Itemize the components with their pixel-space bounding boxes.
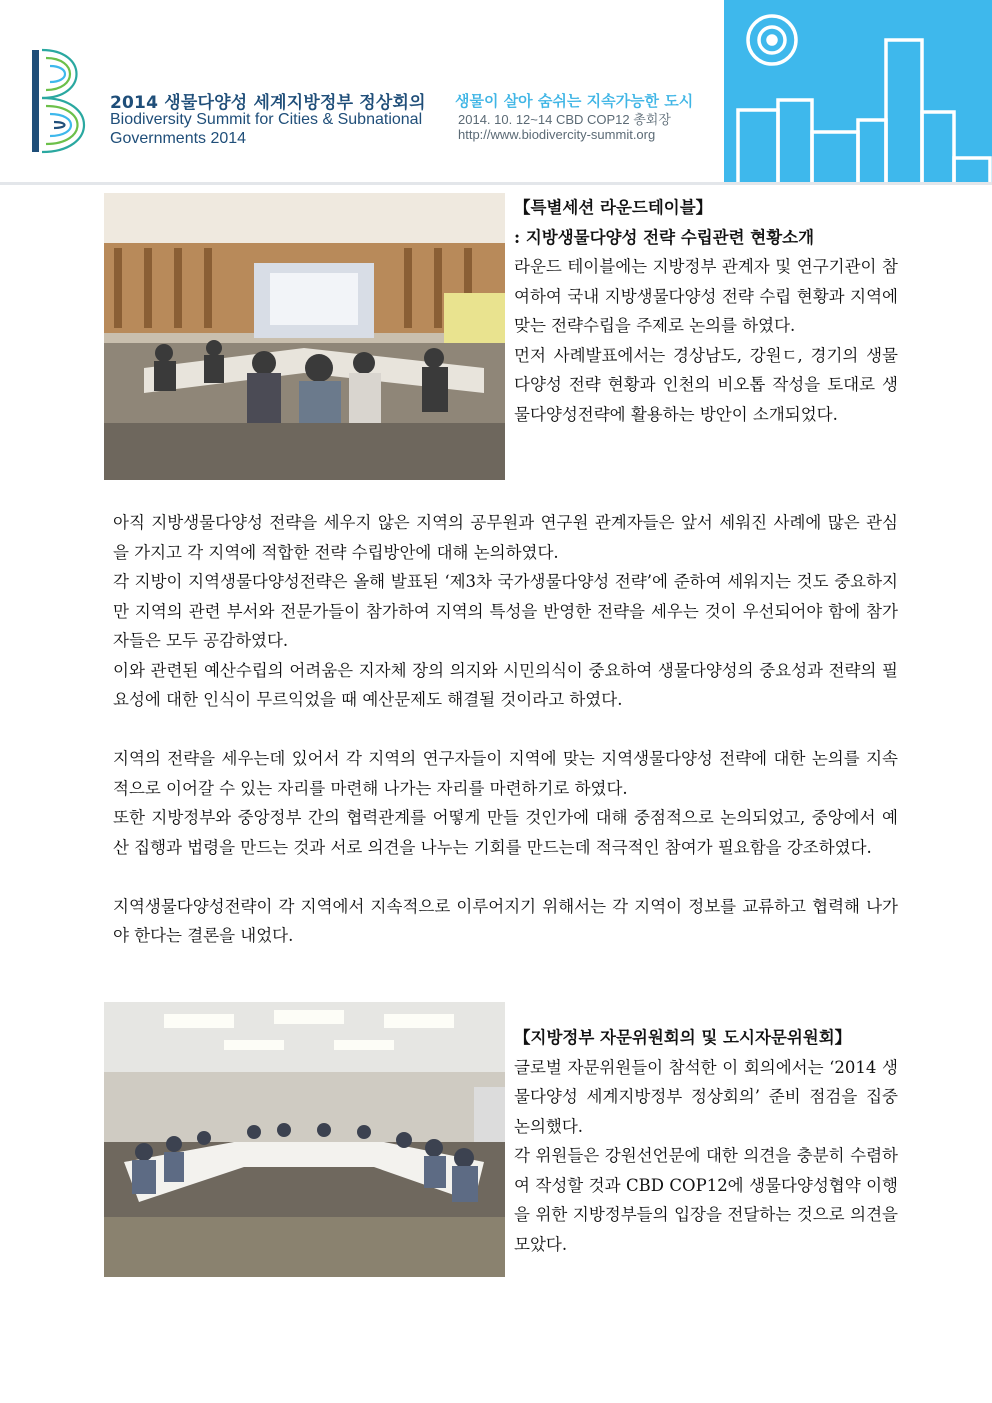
- advisory-committee-paragraph-1: 글로벌 자문위원들이 참석한 이 회의에서는 ‘2014 생물다양성 세계지방정부 정상회의’ 준비 점검을 집중 논의했다.: [514, 1057, 898, 1136]
- roundtable-section: [514, 193, 898, 429]
- page-header: [0, 0, 992, 185]
- advisory-committee-paragraph-2: 각 위원들은 강원선언문에 대한 의견을 충분히 수렴하여 작성할 것과 CBD COP12에 생물다양성협약 이행을 위한 지방정부들의 입장을 전달하는 것으로 의견을 모았다.: [514, 1146, 898, 1254]
- roundtable-photo: [104, 193, 505, 480]
- advisory-committee-section: [514, 1023, 898, 1259]
- paragraph-gap: [113, 715, 898, 745]
- roundtable-paragraph-1: 라운드 테이블에는 지방정부 관계자 및 연구기관이 참여하여 국내 지방생물다양성 전략 수립 현황과 지역에 맞는 전략수립을 주제로 논의를 하였다.: [514, 257, 898, 335]
- roundtable-subheading: : 지방생물다양성 전략 수립관련 현황소개: [514, 227, 815, 247]
- paragraph-gap: [113, 862, 898, 892]
- discussion-body: [113, 508, 898, 951]
- summit-title-korean: 2014 생물다양성 세계지방정부 정상회의: [110, 93, 426, 113]
- body-paragraph-6: 지역생물다양성전략이 각 지역에서 지속적으로 이루어지기 위해서는 각 지역이 정보를 교류하고 협력해 나가야 한다는 결론을 내었다.: [113, 896, 898, 945]
- event-date: 2014. 10. 12~14 CBD COP12 총회장: [458, 112, 671, 127]
- summit-logo-icon: [28, 42, 103, 157]
- roundtable-paragraph-2: 먼저 사례발표에서는 경상남도, 강원ㄷ, 경기의 생물다양성 전략 현황과 인천의 비오톱 작성을 토대로 생물다양성전략에 활용하는 방안이 소개되었다.: [514, 345, 898, 424]
- summit-slogan: 생물이 살아 숨쉬는 지속가능한 도시: [455, 92, 694, 110]
- body-paragraph-1: 아직 지방생물다양성 전략을 세우지 않은 지역의 공무원과 연구원 관계자들은 앞서 세워진 사례에 많은 관심을 가지고 각 지역에 적합한 전략 수립방안에 대해 논의하였다.: [113, 513, 898, 562]
- summit-title-english-line2: Governments 2014: [110, 130, 247, 147]
- header-divider: [0, 182, 992, 185]
- body-paragraph-5: 또한 지방정부와 중앙정부 간의 협력관계를 어떻게 만들 것인가에 대해 중점적으로 논의되었고, 중앙에서 예산 집행과 법령을 만드는 것과 서로 의견을 나누는 기회를 만드는데 적극적인 참여가 필요함을 강조하였다.: [113, 808, 898, 857]
- event-url: http://www.biodivercity-summit.org: [458, 127, 656, 142]
- advisory-committee-photo: [104, 1002, 505, 1277]
- advisory-committee-heading: 【지방정부 자문위원회의 및 도시자문위원회】: [514, 1028, 852, 1047]
- summit-title-english-line1: Biodiversity Summit for Cities & Subnational: [110, 111, 423, 128]
- event-info: [458, 112, 671, 142]
- body-paragraph-3: 이와 관련된 예산수립의 어려움은 지자체 장의 의지와 시민의식이 중요하여 생물다양성의 중요성과 전략의 필요성에 대한 인식이 무르익었을 때 예산문제도 해결될 것이라고 하였다.: [113, 660, 898, 709]
- city-skyline-banner: [724, 0, 992, 183]
- body-paragraph-4: 지역의 전략을 세우는데 있어서 각 지역의 연구자들이 지역에 맞는 지역생물다양성 전략에 대한 논의를 지속적으로 이어갈 수 있는 자리를 마련해 나가는 자리를 마련하기로 하였다.: [113, 749, 898, 798]
- skyline-graphic: [724, 0, 992, 183]
- roundtable-photo-image: [104, 193, 505, 480]
- summit-title-english: [110, 110, 440, 148]
- body-paragraph-2: 각 지방이 지역생물다양성전략은 올해 발표된 ‘제3차 국가생물다양성 전략’에 준하여 세워지는 것도 중요하지만 지역의 관련 부서와 전문가들이 참가하여 지역의 특성을 반영한 전략을 세우는 것이 우선되어야 함에 참가자들은 모두 공감하였다.: [113, 572, 898, 650]
- advisory-committee-photo-image: [104, 1002, 505, 1277]
- roundtable-heading: 【특별세션 라운드테이블】: [514, 198, 713, 217]
